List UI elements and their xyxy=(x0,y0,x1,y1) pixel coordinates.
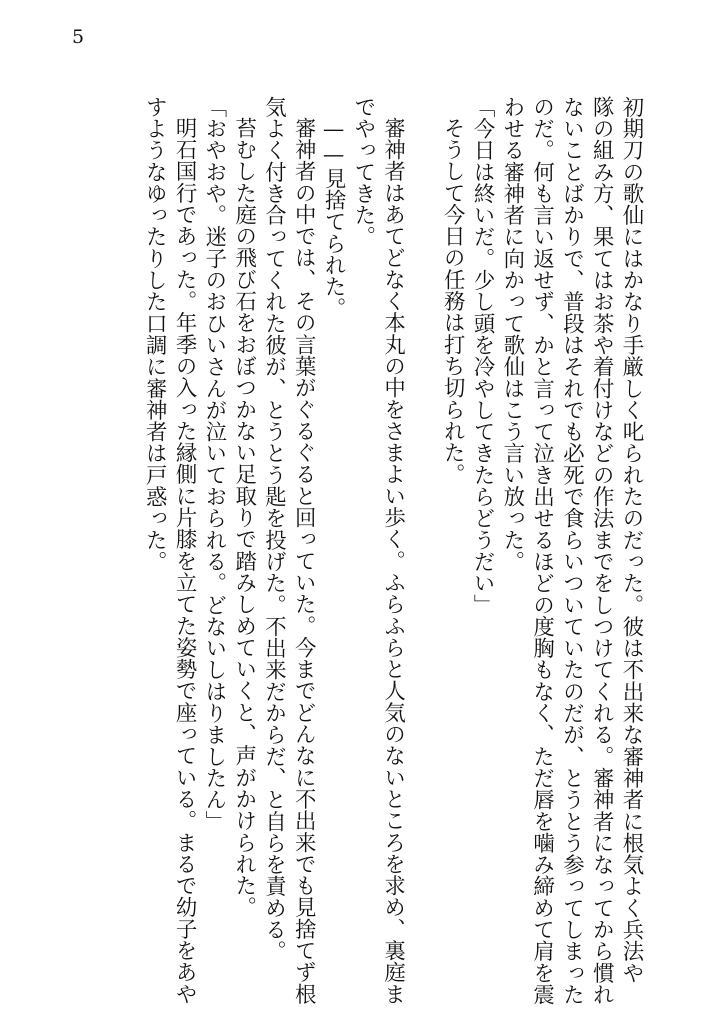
text-line: 苔むした庭の飛び石をおぼつかない足取りで踏みしめていくと、声がかけられた。 xyxy=(231,117,257,919)
text-line: 初期刀の歌仙にはかなり手厳しく叱られたのだった。彼は不出来な審神者に根気よく兵法や xyxy=(619,96,644,984)
text-line: 気よく付き合ってくれた彼が、とうとう匙を投げた。不出来だからだ、と自らを責める。 xyxy=(261,96,287,962)
text-line: ないことばかりで、普段はそれでも必死で食らいついていたのだが、とうとう参ってしまった xyxy=(559,96,585,1006)
text-line: 審神者はあてどなく本丸の中をさまよい歩く。ふらふらと人気のないところを求め、裏庭ま xyxy=(380,117,406,1006)
vertical-text-body xyxy=(139,96,646,1006)
page-number: 5 xyxy=(72,26,85,48)
text-line: ——見捨てられた。 xyxy=(321,117,347,320)
text-line: 明石国行であった。年季の入った縁側に片膝を立てた姿勢で座っている。まるで幼子をあや xyxy=(172,117,198,1006)
text-line: すようなゆったりした口調に審神者は戸惑った。 xyxy=(142,96,168,573)
dialogue-line: 「今日は終いだ。少し頭を冷やしてきたらどうだい」 xyxy=(470,96,496,616)
text-line: そうして今日の任務は打ち切られた。 xyxy=(440,117,466,486)
text-line: のだ。何も言い返せず、かと言って泣き出せるほどの度胸もなく、ただ唇を噛み締めて肩を震 xyxy=(529,96,555,1006)
text-line: わせる審神者に向かって歌仙はこう言い放った。 xyxy=(499,96,525,573)
blank-line xyxy=(408,96,438,996)
text-line: でやってきた。 xyxy=(350,96,376,248)
text-line: 隊の組み方、果てはお茶や着付けなどの作法までをしつけてくれる。審神者になってから慣れ xyxy=(589,96,615,1006)
text-line: 審神者の中では、その言葉がぐるぐると回っていた。今までどんなに不出来でも見捨てず根 xyxy=(291,117,317,1006)
dialogue-line: 「おやおや。迷子のおひいさんが泣いておられる。どないしはりましたん」 xyxy=(201,96,227,833)
